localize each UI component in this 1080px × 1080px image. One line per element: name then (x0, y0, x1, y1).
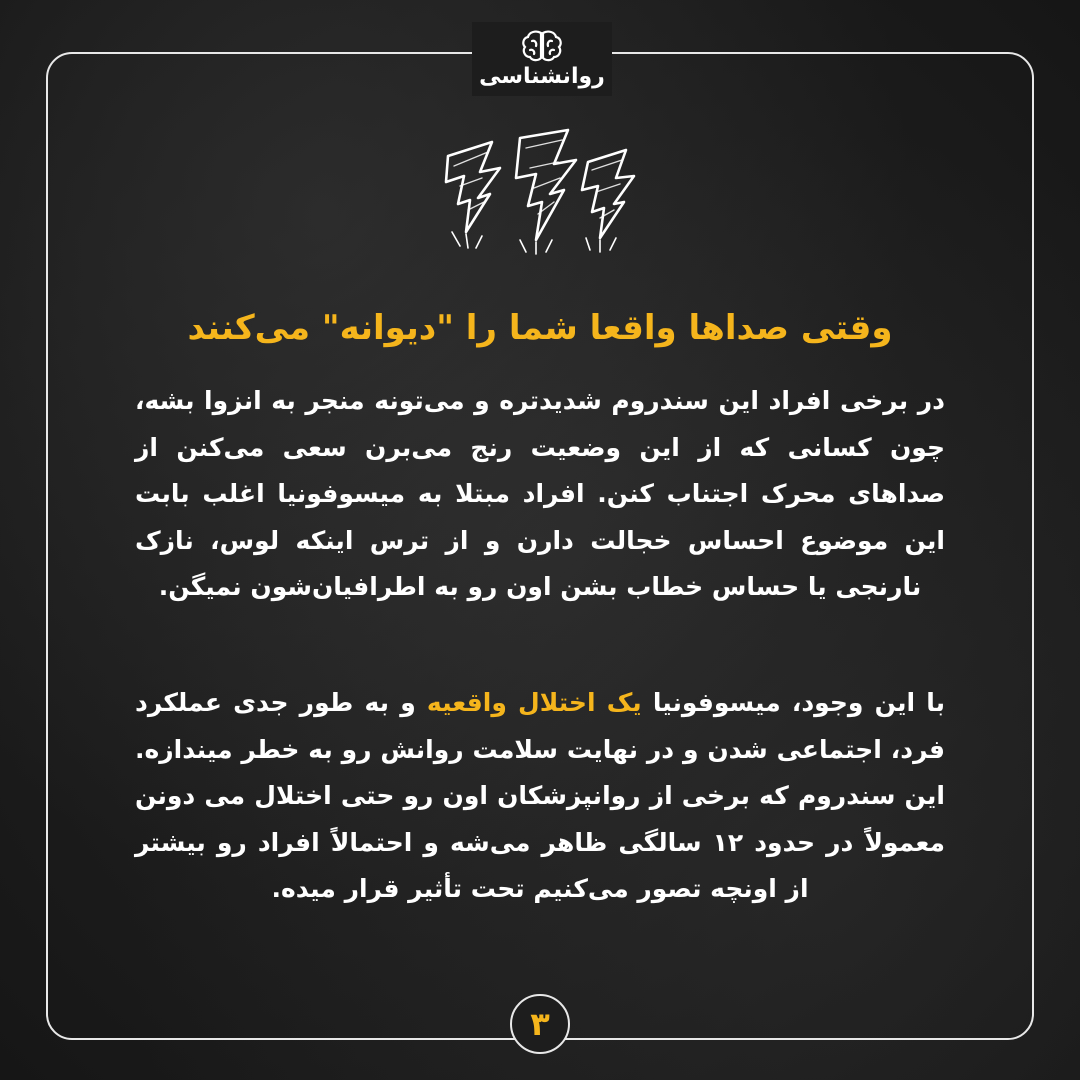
right-bolt (582, 150, 634, 238)
page-number-badge (510, 994, 570, 1054)
headline: وقتی صداها واقعا شما را "دیوانه" می‌کنند (187, 308, 893, 348)
paragraph-2-start: با این وجود، میسوفونیا (641, 688, 945, 717)
paragraph-2-end: و به طور جدی عملکرد فرد، اجتماعی شدن و در نهایت سلامت روانش رو به خطر میندازه. این سندروم که برخی از روانپزشکان اون رو حتی اختلال می دونن معمولاً در حدود ۱۲ سالگی ظاهر می‌شه و احتمالاً افراد رو بیشتر از اونچه تصور می‌کنیم تحت تأثیر قرار میده. (135, 688, 945, 903)
paragraph-1: در برخی افراد این سندروم شدیدتره و می‌تونه منجر به انزوا بشه، چون کسانی که از این وضعیت رنج می‌برن سعی می‌کنن از صداهای محرک اجتناب کنن. افراد مبتلا به میسوفونیا اغلب بابت این موضوع احساس خجالت دارن و از ترس اینکه لوس، نازک نارنجی یا حساس خطاب بشن اون رو به اطرافیان‌شون نمیگن. (135, 386, 945, 601)
brand-logo (472, 22, 612, 96)
brain-icon (520, 29, 564, 63)
page-number: ۳ (530, 1005, 550, 1043)
center-bolt (516, 130, 576, 240)
brand-name: روانشناسی (479, 64, 605, 89)
lightning-bolts-icon (430, 128, 650, 258)
paragraph-2 (135, 680, 945, 913)
left-bolt (446, 142, 500, 232)
highlighted-phrase: یک اختلال واقعیه (426, 688, 642, 717)
